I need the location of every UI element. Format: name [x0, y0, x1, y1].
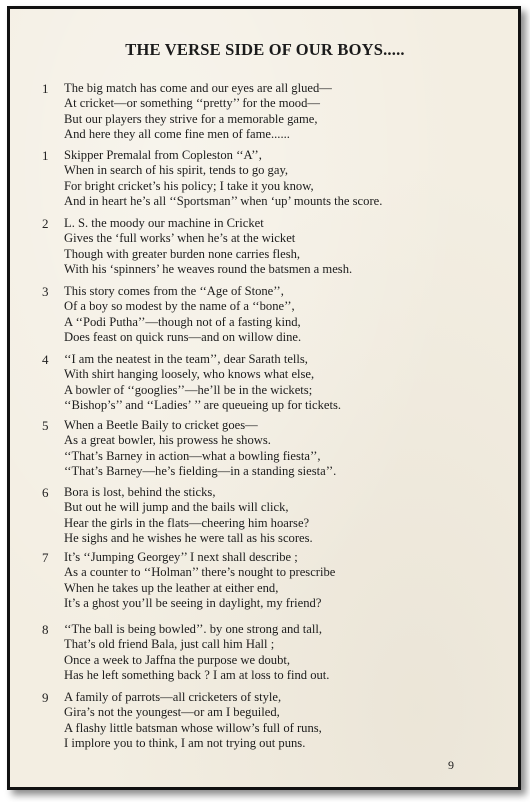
- stanza-number: 7: [42, 550, 49, 565]
- stanza-number: 1: [42, 148, 49, 163]
- verse-line: Of a boy so modest by the name of a ‘‘bone’’,: [64, 299, 295, 314]
- verse-line: L. S. the moody our machine in Cricket: [64, 216, 264, 230]
- page-number: 9: [448, 758, 454, 772]
- stanza-number: 9: [42, 690, 49, 705]
- verse-line: But our players they strive for a memorable game,: [64, 111, 318, 126]
- verse-line: ‘‘That’s Barney—he’s fielding—in a standing siesta’’.: [64, 463, 337, 478]
- stanza-number: 3: [42, 284, 49, 299]
- verse-line: I implore you to think, I am not trying out puns.: [64, 735, 306, 750]
- verse-line: Though with greater burden none carries flesh,: [64, 246, 301, 261]
- verse-line: With shirt hanging loosely, who knows what else,: [64, 367, 315, 382]
- stanza-lines: [64, 418, 504, 479]
- stanza-number: 4: [42, 352, 49, 367]
- verse-line: A family of parrots—all cricketers of style,: [64, 690, 282, 704]
- verse-line: ‘‘Bishop’s’’ and ‘‘Ladies’ ’’ are queueing up for tickets.: [64, 397, 342, 412]
- stanza-lines: [64, 622, 504, 683]
- stanza-number: 2: [42, 216, 49, 231]
- stanza-lines: [64, 690, 504, 751]
- verse-line: ‘‘The ball is being bowled’’. by one strong and tall,: [64, 622, 322, 636]
- stanza-lines: [64, 81, 504, 142]
- stanza-lines: [64, 485, 504, 546]
- verse-line: At cricket—or something ‘‘pretty’’ for the mood—: [64, 96, 320, 111]
- stanza-number: 5: [42, 418, 49, 433]
- verse-line: ‘‘That’s Barney in action—what a bowling fiesta’’,: [64, 448, 321, 463]
- verse-line: Skipper Premalal from Copleston ‘‘A’’,: [64, 148, 262, 162]
- verse-line: With his ‘spinners’ he weaves round the batsmen a mesh.: [64, 261, 353, 276]
- verse-line: Once a week to Jaffna the purpose we doubt,: [64, 652, 291, 667]
- verse-line: But out he will jump and the bails will click,: [64, 500, 289, 515]
- verse-line: A ‘‘Podi Putha’’—though not of a fasting kind,: [64, 314, 301, 329]
- stanza-number: 6: [42, 485, 49, 500]
- verse-line: A flashy little batsman whose willow’s full of runs,: [64, 720, 322, 735]
- page-title: THE VERSE SIDE OF OUR BOYS.....: [125, 40, 405, 59]
- verse-line: ‘‘I am the neatest in the team’’, dear Sarath tells,: [64, 352, 308, 366]
- stanza-number: 1: [42, 81, 49, 96]
- verse-line: That’s old friend Bala, just call him Hall ;: [64, 637, 275, 652]
- stanza-lines: [64, 148, 504, 209]
- verse-line: The big match has come and our eyes are all glued—: [64, 81, 332, 95]
- verse-line: And here they all come fine men of fame......: [64, 126, 290, 141]
- verse-line: As a counter to ‘‘Holman’’ there’s nought to prescribe: [64, 565, 336, 580]
- stanza-lines: [64, 216, 504, 277]
- verse-line: When in search of his spirit, tends to go gay,: [64, 163, 289, 178]
- verse-line: Gira’s not the youngest—or am I beguiled,: [64, 705, 280, 720]
- verse-line: For bright cricket’s his policy; I take it you know,: [64, 178, 314, 193]
- verse-line: It’s ‘‘Jumping Georgey’’ I next shall describe ;: [64, 550, 298, 564]
- verse-line: This story comes from the ‘‘Age of Stone’’,: [64, 284, 284, 298]
- verse-line: It’s a ghost you’ll be seeing in daylight, my friend?: [64, 595, 322, 610]
- verse-line: And in heart he’s all ‘‘Sportsman’’ when ‘up’ mounts the score.: [64, 193, 383, 208]
- stanza-lines: [64, 550, 504, 611]
- verse-line: Does feast on quick runs—and on willow dine.: [64, 329, 302, 344]
- verse-line: Hear the girls in the flats—cheering him hoarse?: [64, 515, 310, 530]
- stanza-lines: [64, 284, 504, 345]
- verse-line: When a Beetle Baily to cricket goes—: [64, 418, 258, 432]
- stanza-lines: [64, 352, 504, 413]
- verse-line: Has he left something back ? I am at loss to find out.: [64, 667, 330, 682]
- verse-line: When he takes up the leather at either end,: [64, 580, 279, 595]
- verse-line: He sighs and he wishes he were tall as his scores.: [64, 530, 313, 545]
- verse-line: Gives the ‘full works’ when he’s at the wicket: [64, 231, 296, 246]
- verse-line: As a great bowler, his prowess he shows.: [64, 433, 271, 448]
- verse-line: Bora is lost, behind the sticks,: [64, 485, 216, 499]
- stanza-number: 8: [42, 622, 49, 637]
- verse-line: A bowler of ‘‘googlies’’—he’ll be in the wickets;: [64, 382, 313, 397]
